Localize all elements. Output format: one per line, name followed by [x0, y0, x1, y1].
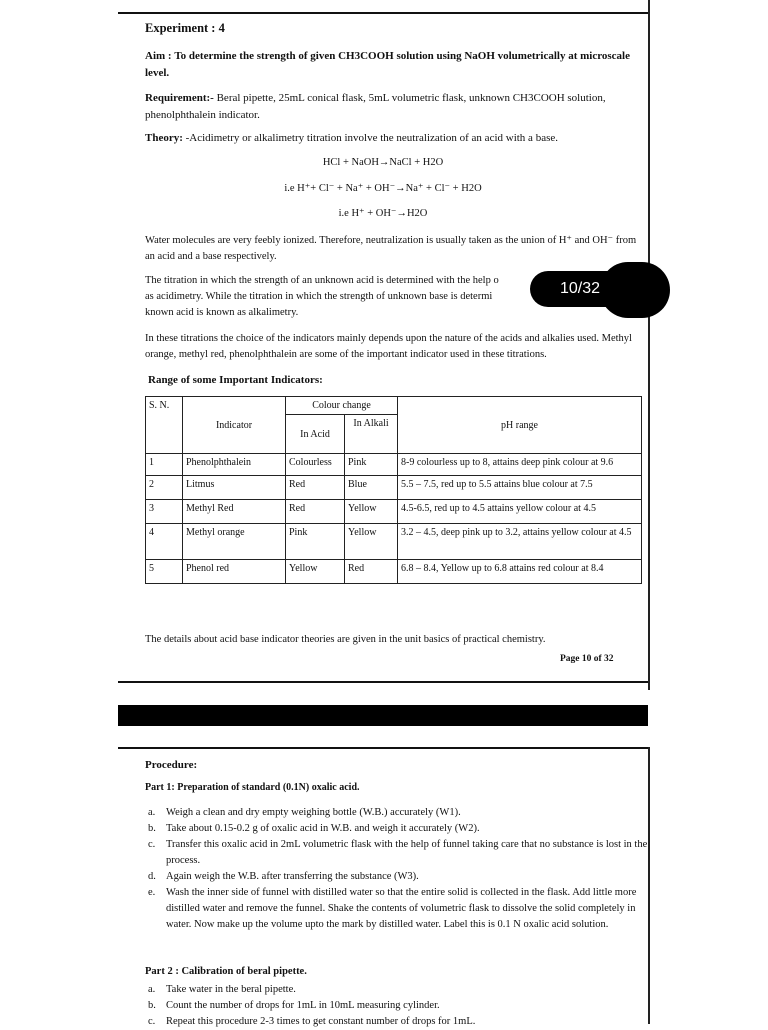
procedure-title: Procedure: — [145, 759, 198, 771]
list-item: c. Repeat this procedure 2-3 times to get constant number of drops for 1mL. — [148, 1016, 476, 1027]
cell-ph: 4.5-6.5, red up to 4.5 attains yellow colour at 4.5 — [398, 500, 642, 524]
acidimetry-line-1: The titration in which the strength of an unknown acid is determined with the help o — [145, 275, 499, 286]
table-row — [146, 476, 642, 500]
cell-alkali: Yellow — [345, 500, 398, 524]
list-item: a. Weigh a clean and dry empty weighing bottle (W.B.) accurately (W1). — [148, 807, 461, 818]
cell-acid: Colourless — [286, 454, 345, 476]
cell-indicator: Phenol red — [183, 560, 286, 584]
theory-paragraph — [145, 130, 645, 147]
cell-sn: 5 — [146, 560, 183, 584]
cell-alkali: Blue — [345, 476, 398, 500]
part1-title: Part 1: Preparation of standard (0.1N) oxalic acid. — [145, 782, 360, 793]
cell-ph: 8-9 colourless up to 8, attains deep pink colour at 9.6 — [398, 454, 642, 476]
cell-ph: 5.5 – 7.5, red up to 5.5 attains blue colour at 7.5 — [398, 476, 642, 500]
page-bottom-rule — [118, 681, 648, 683]
cell-sn: 4 — [146, 524, 183, 560]
cell-acid: Pink — [286, 524, 345, 560]
page-top-rule — [118, 12, 648, 14]
aim-text: To determine the strength of given CH3COOH solution using NaOH volumetrically at microscale level. — [145, 50, 630, 79]
cell-alkali: Red — [345, 560, 398, 584]
cell-indicator: Phenolphthalein — [183, 454, 286, 476]
acidimetry-line-2: as acidimetry. While the titration in which the strength of unknown base is determi — [145, 291, 493, 302]
cell-indicator: Methyl Red — [183, 500, 286, 524]
footer-note: The details about acid base indicator theories are given in the unit basics of practical chemistry. — [145, 634, 546, 645]
requirement-paragraph — [145, 90, 645, 124]
equation-1: HCl + NaOH→NaCl + H2O — [322, 157, 444, 168]
cell-sn: 1 — [146, 454, 183, 476]
cell-ph: 6.8 – 8.4, Yellow up to 6.8 attains red colour at 8.4 — [398, 560, 642, 584]
aim-paragraph — [145, 48, 645, 82]
part1-list — [148, 805, 648, 933]
table-row — [146, 560, 642, 584]
table-header-row — [146, 397, 642, 415]
header-in-alkali: In Alkali — [345, 415, 398, 454]
page-right-border — [648, 0, 650, 690]
cell-sn: 2 — [146, 476, 183, 500]
header-in-acid: In Acid — [286, 415, 345, 454]
page-counter-badge: 10/32 — [530, 271, 630, 307]
page-separator-bar — [118, 705, 648, 726]
aim-label: Aim : — [145, 50, 172, 62]
part2-title: Part 2 : Calibration of beral pipette. — [145, 966, 307, 977]
requirement-text: Beral pipette, 25mL conical flask, 5mL volumetric flask, unknown CH3COOH solution, phenolphthalein indicator. — [145, 92, 606, 121]
header-indicator: Indicator — [183, 397, 286, 454]
header-ph-range: pH range — [398, 397, 642, 454]
list-item: e. Wash the inner side of funnel with distilled water so that the entire solid is collected in the flask. Add little more distilled water and remove the funnel. Shake the contents of volumetric flask to dissolve the solid completely in water. Now make up the volume upto the mark by distilled water. Label this is 0.1 N oxalic acid solution. — [148, 887, 637, 930]
list-item: c. Transfer this oxalic acid in 2mL volumetric flask with the help of funnel taking care that no substance is lost in the process. — [148, 839, 648, 866]
cell-ph: 3.2 – 4.5, deep pink up to 3.2, attains yellow colour at 4.5 — [398, 524, 642, 560]
list-item: a. Take water in the beral pipette. — [148, 984, 296, 995]
cell-alkali: Pink — [345, 454, 398, 476]
table-row — [146, 524, 642, 560]
table-row — [146, 454, 642, 476]
requirement-label: Requirement:- — [145, 92, 214, 104]
page2-top-rule — [118, 747, 648, 749]
header-colour-change: Colour change — [286, 397, 398, 415]
list-item: d. Again weigh the W.B. after transferring the substance (W3). — [148, 871, 419, 882]
cell-acid: Yellow — [286, 560, 345, 584]
list-item: b. Count the number of drops for 1mL in 10mL measuring cylinder. — [148, 1000, 440, 1011]
indicator-choice-paragraph: In these titrations the choice of the indicators mainly depends upon the nature of the acids and alkalies used. Methyl orange, methyl red, phenolphthalein are some of the important indicator used in these titrations. — [145, 333, 632, 360]
cell-indicator: Litmus — [183, 476, 286, 500]
cell-indicator: Methyl orange — [183, 524, 286, 560]
equation-3: i.e H⁺ + OH⁻→H2O — [338, 208, 428, 219]
theory-label: Theory: — [145, 132, 183, 144]
cell-sn: 3 — [146, 500, 183, 524]
cell-alkali: Yellow — [345, 524, 398, 560]
theory-text: -Acidimetry or alkalimetry titration involve the neutralization of an acid with a base. — [185, 132, 558, 144]
page-number: Page 10 of 32 — [560, 654, 614, 664]
water-ionization-paragraph: Water molecules are very feebly ionized. Therefore, neutralization is usually taken as the union of H⁺ and OH⁻ from an acid and a base respectively. — [145, 235, 637, 262]
cell-acid: Red — [286, 500, 345, 524]
equation-2: i.e H⁺+ Cl⁻ + Na⁺ + OH⁻→Na⁺ + Cl⁻ + H2O — [284, 183, 482, 194]
table-row — [146, 500, 642, 524]
list-item: b. Take about 0.15-0.2 g of oxalic acid in W.B. and weigh it accurately (W2). — [148, 823, 480, 834]
indicator-table — [145, 396, 642, 584]
header-sn: S. N. — [146, 397, 183, 454]
acidimetry-line-3: known acid is known as alkalimetry. — [145, 307, 299, 318]
experiment-title: Experiment : 4 — [145, 21, 225, 35]
page2-right-border — [648, 747, 650, 1024]
cell-acid: Red — [286, 476, 345, 500]
table-title: Range of some Important Indicators: — [148, 374, 323, 386]
part2-list — [148, 982, 648, 1030]
